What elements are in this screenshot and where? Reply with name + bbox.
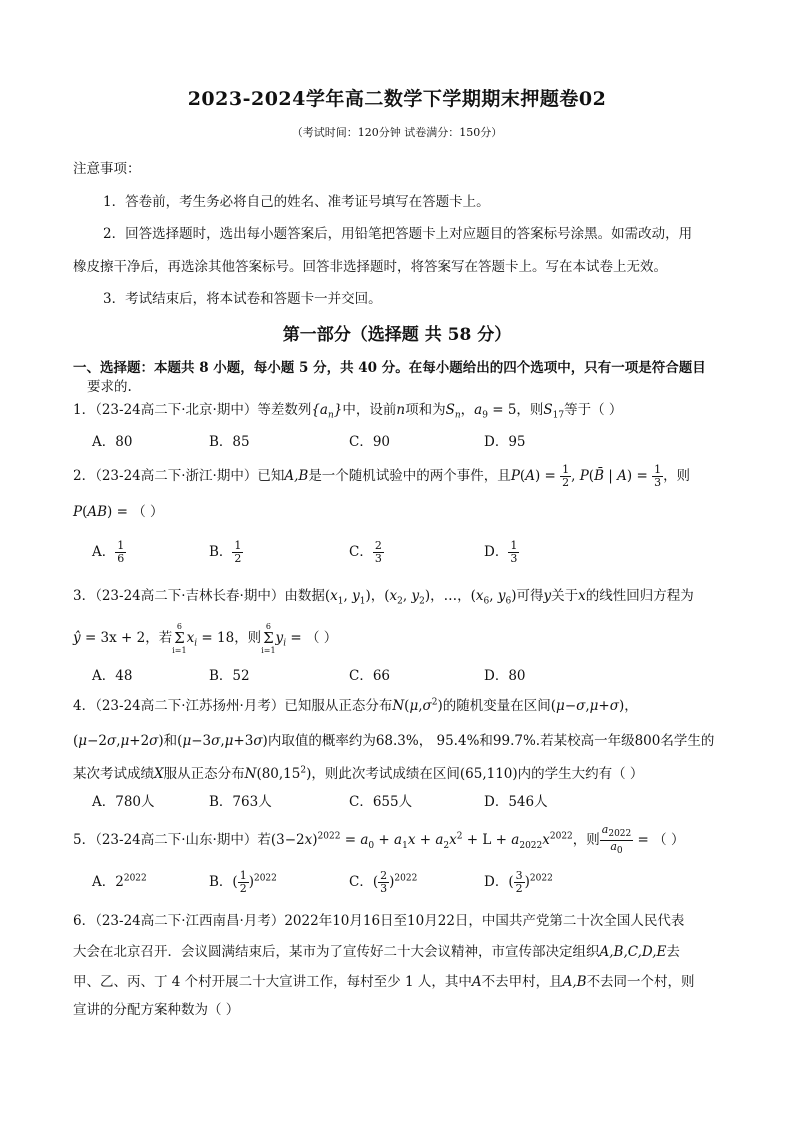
q1-option-a[interactable]: A．80 <box>92 434 133 450</box>
q2-option-b[interactable]: B． $\frac{1}{2}$ <box>209 539 242 565</box>
question-2-cont: P(AB) = （ ） <box>73 504 164 520</box>
q3-option-b[interactable]: B．52 <box>209 668 250 684</box>
question-4: 4．（23-24高二下·江苏扬州·月考）已知服从正态分布$N(\mu,\sigma^2)$的随机变量在区间(μ−σ,μ+σ)， <box>73 697 638 714</box>
q2-option-c[interactable]: C． $\frac{2}{3}$ <box>349 539 382 565</box>
section-instruction: 一、选择题：本题共 8 小题，每小题 5 分，共 40 分。在每小题给出的四个选项中，只有一项是符合题目 <box>73 360 706 376</box>
notice-item-2-cont: 橡皮擦干净后，再选涂其他答案标号。回答非选择题时，将答案写在答题卡上。写在本试卷上无效。 <box>73 259 667 275</box>
question-3: 3．（23-24高二下·吉林长春·期中）由数据($x_1$, $y_1$)，($x_2$, $y_2$)，…，($x_6$, $y_6$)可得y关于x的线性回归方程为 <box>73 588 694 607</box>
q4-option-d[interactable]: D．546人 <box>484 794 548 810</box>
q4-option-c[interactable]: C．655人 <box>349 794 413 810</box>
notice-item-1: 1．答卷前，考生务必将自己的姓名、准考证号填写在答题卡上。 <box>103 194 490 210</box>
notice-heading: 注意事项： <box>73 161 141 177</box>
q5-option-b[interactable]: B．( $\frac{1}{2}$ )$^{2022}$ <box>209 869 277 895</box>
question-6-cont-2: 甲、乙、丙、丁 4 个村开展二十大宣讲工作，每村至少 1 人，其中A不去甲村，且A,B不去同一个村，则 <box>73 974 695 990</box>
notice-item-2: 2．回答选择题时，选出每小题答案后，用铅笔把答题卡上对应题目的答案标号涂黑。如需改动，用 <box>103 226 693 242</box>
q1-option-d[interactable]: D．95 <box>484 434 526 450</box>
q5-option-a[interactable]: A．$2^{2022}$ <box>92 873 147 890</box>
question-2: 2．（23-24高二下·浙江·期中）已知A,B是一个随机试验中的两个事件，且P(A) = $\frac{1}{2}$ , P(B̄ | A) = $\frac{1}{3}$ ，则 <box>73 463 691 489</box>
q1-option-c[interactable]: C．90 <box>349 434 391 450</box>
section-title: 第一部分（选择题 共 58 分） <box>282 325 512 345</box>
question-6: 6．（23-24高二下·江西南昌·月考）2022年10月16日至10月22日，中国共产党第二十次全国人民代表 <box>73 913 685 929</box>
question-6-cont-3: 宣讲的分配方案种数为（ ） <box>73 1002 240 1018</box>
notice-item-3: 3．考试结束后，将本试卷和答题卡一并交回。 <box>103 291 382 307</box>
q5-option-c[interactable]: C．( $\frac{2}{3}$ )$^{2022}$ <box>349 869 418 895</box>
question-6-cont: 大会在北京召开．会议圆满结束后，某市为了宣传好二十大会议精神，市宣传部决定组织A,B,C,D,E去 <box>73 944 680 960</box>
q2-option-a[interactable]: A． $\frac{1}{6}$ <box>92 539 125 565</box>
q5-option-d[interactable]: D．( $\frac{3}{2}$ )$^{2022}$ <box>484 869 553 895</box>
question-5: 5．（23-24高二下·山东·期中）若$(3-2x)^{2022} = a_0 + a_1x + a_2x^2 + L + a_{2022}x^{2022}$，则 $\frac{a_{2022}}{a_0}$ = （ ） <box>73 823 685 857</box>
q1-option-b[interactable]: B．85 <box>209 434 250 450</box>
q3-option-c[interactable]: C．66 <box>349 668 391 684</box>
q3-option-d[interactable]: D．80 <box>484 668 526 684</box>
section-instruction-cont: 要求的. <box>87 379 132 395</box>
question-4-cont: (μ−2σ,μ+2σ)和(μ−3σ,μ+3σ)内取值的概率约为68.3%， 95.4%和99.7%.若某校高一年级800名学生的 <box>73 733 715 749</box>
question-4-cont-2: 某次考试成绩X服从正态分布N(80,15$^2$)，则此次考试成绩在区间(65,110)内的学生大约有（ ） <box>73 765 644 782</box>
question-3-cont: ŷ = 3x + 2，若6 Σ $i=1x_i = 18$，则6 Σ $i=1y_i$ = （ ） <box>73 622 338 655</box>
q4-option-a[interactable]: A．780人 <box>92 794 155 810</box>
q2-option-d[interactable]: D． $\frac{1}{3}$ <box>484 539 518 565</box>
page-title: 2023-2024学年高二数学下学期期末押题卷02 <box>187 88 607 110</box>
exam-info: （考试时间：120分钟 试卷满分：150分） <box>291 126 503 139</box>
q3-option-a[interactable]: A．48 <box>92 668 133 684</box>
question-1: 1．（23-24高二下·北京·期中）等差数列$\{a_n\}$中，设前n项和为$S_n$，$a_9 = 5$，则$S_{17}$等于（ ） <box>73 402 623 421</box>
q4-option-b[interactable]: B．763人 <box>209 794 272 810</box>
